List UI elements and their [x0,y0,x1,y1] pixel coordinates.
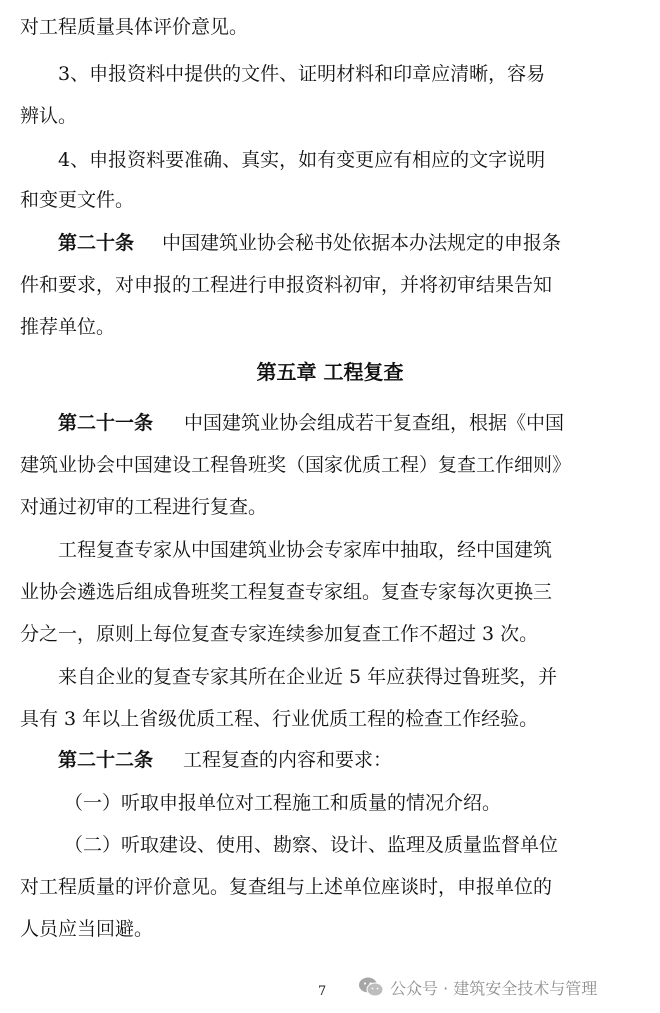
text-line: 和变更文件。 [20,189,135,211]
text-line: 建筑业协会中国建设工程鲁班奖（国家优质工程）复查工作细则》 [20,454,572,476]
article-heading: 第二十条 [58,232,135,254]
text-line: 工程复查的内容和要求： [183,749,393,771]
text-line: 分之一，原则上每位复查专家连续参加复查工作不超过 3 次。 [20,623,539,645]
text-line: 对工程质量具体评价意见。 [20,16,249,38]
watermark-text: 公众号 · 建筑安全技术与管理 [390,978,598,998]
article-heading: 第二十一条 [58,412,154,434]
text-line: 人员应当回避。 [20,918,154,940]
text-line: （二）听取建设、使用、勘察、设计、监理及质量监督单位 [64,834,559,856]
wechat-icon [358,976,384,998]
text-line: 来自企业的复查专家其所在企业近 5 年应获得过鲁班奖，并 [58,666,558,688]
text-line: 4、申报资料要准确、真实，如有变更应有相应的文字说明 [58,149,546,171]
page-number: 7 [318,984,327,999]
text-line: 中国建筑业协会秘书处依据本办法规定的申报条 [162,232,562,254]
text-line: 对通过初审的工程进行复查。 [20,496,268,518]
text-line: （一）听取申报单位对工程施工和质量的情况介绍。 [64,792,502,814]
text-line: 工程复查专家从中国建筑业协会专家库中抽取，经中国建筑 [58,539,553,561]
chapter-title: 第五章 工程复查 [256,360,404,384]
text-line: 3、申报资料中提供的文件、证明材料和印章应清晰，容易 [58,63,546,85]
text-line: 件和要求，对申报的工程进行申报资料初审，并将初审结果告知 [20,274,553,296]
text-line: 对工程质量的评价意见。复查组与上述单位座谈时，申报单位的 [20,876,553,898]
text-line: 推荐单位。 [20,316,116,338]
watermark [358,972,597,1002]
text-line: 辨认。 [20,105,78,127]
article-heading: 第二十二条 [58,749,154,771]
text-line: 中国建筑业协会组成若干复查组，根据《中国 [184,412,565,434]
text-line: 业协会遴选后组成鲁班奖工程复查专家组。复查专家每次更换三 [20,581,553,603]
text-line: 具有 3 年以上省级优质工程、行业优质工程的检查工作经验。 [20,708,539,730]
